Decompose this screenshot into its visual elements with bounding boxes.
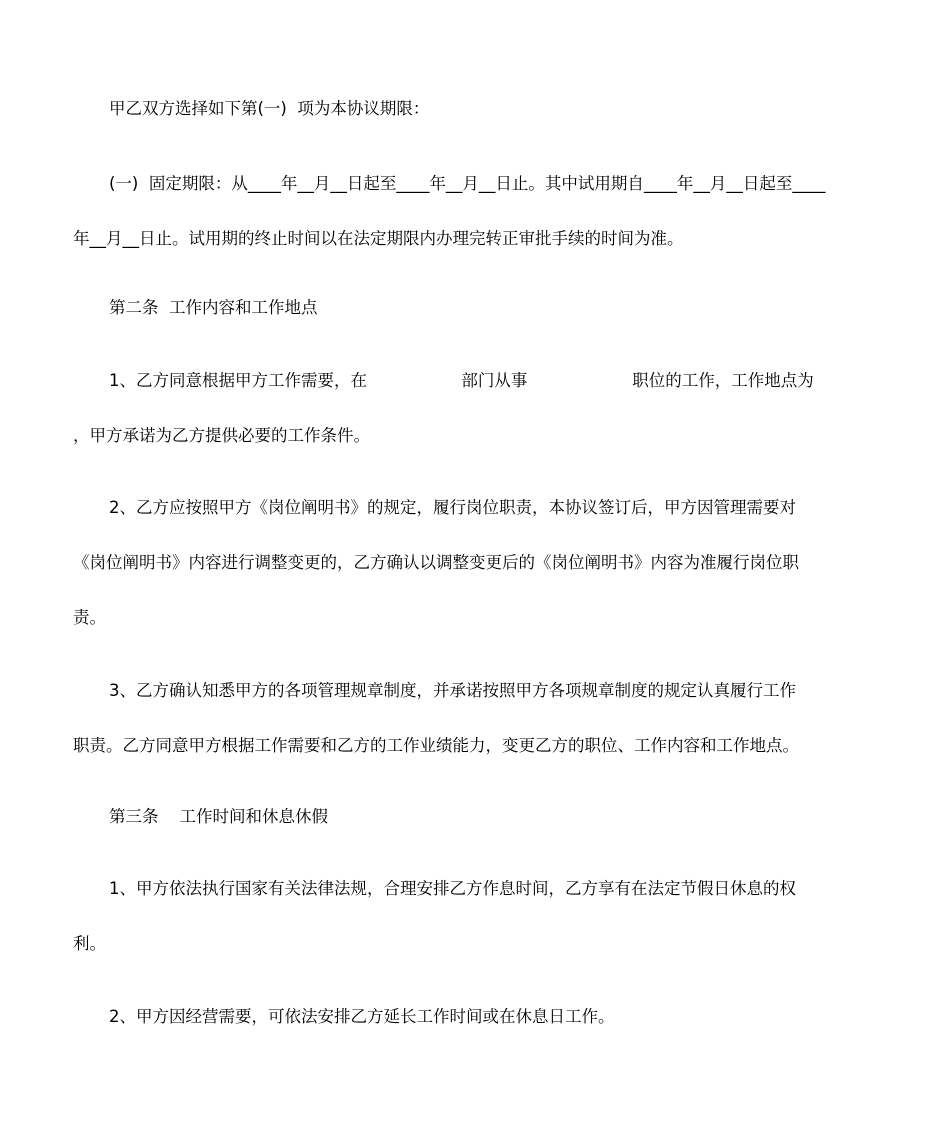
article-2-item-3-line1: 3、乙方确认知悉甲方的各项管理规章制度，并承诺按照甲方各项规章制度的规定认真履行工作 bbox=[109, 681, 796, 700]
article-2-item-3-line2: 职责。乙方同意甲方根据工作需要和乙方的工作业绩能力，变更乙方的职位、工作内容和工作地点。 bbox=[73, 736, 799, 755]
article-3-item-1-line2: 利。 bbox=[73, 934, 106, 953]
article-3-heading: 第三条 工作时间和休息休假 bbox=[109, 807, 328, 826]
article-2-item-1-line2: ，甲方承诺为乙方提供必要的工作条件。 bbox=[73, 426, 370, 445]
article-2-item-2-line2: 《岗位阐明书》内容进行调整变更的，乙方确认以调整变更后的《岗位阐明书》内容为准履行岗位职 bbox=[73, 553, 799, 572]
term-selection-paragraph: 甲乙双方选择如下第(一) 项为本协议期限： bbox=[109, 99, 430, 118]
article-2-heading: 第二条 工作内容和工作地点 bbox=[109, 298, 318, 317]
fixed-term-paragraph-line2: 年__月__日止。试用期的终止时间以在法定期限内办理完转正审批手续的时间为准。 bbox=[73, 229, 684, 248]
article-3-item-1-line1: 1、甲方依法执行国家有关法律法规，合理安排乙方作息时间，乙方享有在法定节假日休息的权 bbox=[109, 879, 796, 898]
article-2-item-1-line1: 1、乙方同意根据甲方工作需要，在 部门从事 职位的工作，工作地点为 bbox=[109, 371, 814, 390]
article-3-item-2-line1: 2、甲方因经营需要，可依法安排乙方延长工作时间或在休息日工作。 bbox=[109, 1007, 615, 1026]
fixed-term-paragraph-line1: (一) 固定期限：从____年__月__日起至____年__月__日止。其中试用期自____年__月__日起至____ bbox=[109, 174, 826, 193]
article-2-item-2-line3: 责。 bbox=[73, 608, 106, 627]
article-2-item-2-line1: 2、乙方应按照甲方《岗位阐明书》的规定，履行岗位职责，本协议签订后，甲方因管理需要对 bbox=[109, 498, 796, 517]
